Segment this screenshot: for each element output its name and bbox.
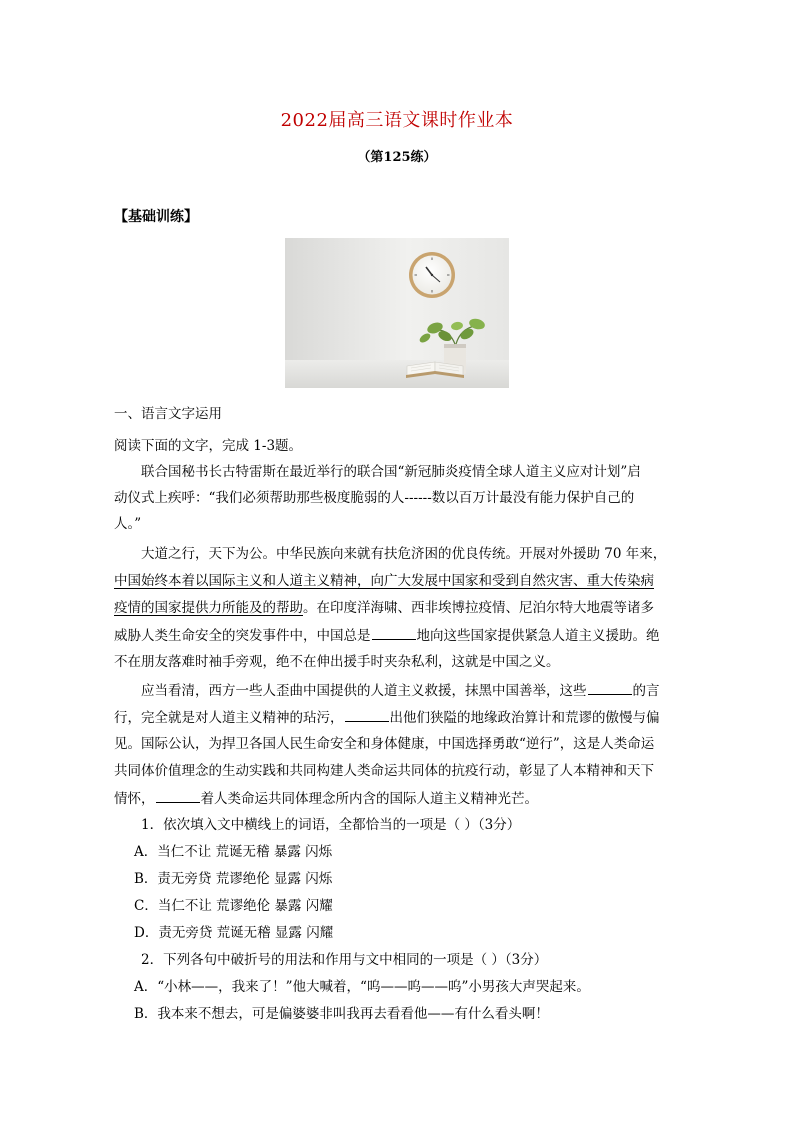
question-2-option-b: B．我本来不想去，可是偏婆婆非叫我再去看看他——有什么看头啊！	[134, 1006, 549, 1022]
document-subtitle: （第125练）	[357, 150, 437, 165]
fill-blank	[372, 625, 416, 640]
fill-blank	[156, 788, 200, 803]
clock-icon	[409, 252, 455, 298]
paragraph-3-line: 见。国际公认，为捍卫各国人民生命安全和身体健康，中国选择勇敢“逆行”，这是人类命运	[114, 736, 655, 752]
paragraph-2-line: 中国始终本着以国际主义和人道主义精神，向广大发展中国家和受到自然灾害、重大传染病	[114, 573, 654, 589]
paragraph-1-line: 动仪式上疾呼：“我们必须帮助那些极度脆弱的人------数以百万计最没有能力保护自己的	[114, 490, 635, 506]
paragraph-3-line: 应当看清，西方一些人歪曲中国提供的人道主义救援，抹黑中国善举，这些 的言	[141, 680, 660, 700]
question-2: 2．下列各句中破折号的用法和作用与文中相同的一项是（ ）（3分）	[141, 952, 548, 968]
paragraph-3-line: 共同体价值理念的生动实践和共同构建人类命运共同体的抗疫行动，彰显了人本精神和天下	[114, 763, 654, 779]
question-2-option-a: A．“小林——，我来了！”他大喊着，“呜——呜——呜”小男孩大声哭起来。	[134, 979, 590, 995]
paragraph-1-line: 人。”	[114, 516, 142, 532]
paragraph-1-line: 联合国秘书长古特雷斯在最近举行的联合国“新冠肺炎疫情全球人道主义应对计划”启	[141, 464, 641, 480]
paragraph-2-line: 威胁人类生命安全的突发事件中，中国总是 地向这些国家提供紧急人道主义援助。绝	[114, 625, 660, 645]
question-1-option-c: C．当仁不让 荒谬绝伦 暴露 闪耀	[134, 898, 333, 914]
question-1-option-d: D．责无旁贷 荒诞无稽 显露 闪耀	[134, 925, 334, 941]
question-1: 1．依次填入文中横线上的词语，全都恰当的一项是（ ）（3分）	[141, 817, 521, 833]
part-title: 一、语言文字运用	[114, 406, 222, 422]
document-title: 2022届高三语文课时作业本	[280, 110, 514, 131]
paragraph-3-line: 情怀， 着人类命运共同体理念所内含的国际人道主义精神光芒。	[114, 788, 538, 808]
paragraph-3-line: 行，完全就是对人道主义精神的玷污， 出他们狭隘的地缘政治算计和荒谬的傲慢与偏	[114, 707, 660, 727]
section-tag: 【基础训练】	[114, 209, 198, 225]
fill-blank	[345, 707, 389, 722]
underlined-phrase: 疫情的国家提供力所能及的帮助	[114, 600, 303, 616]
paragraph-2-line: 大道之行，天下为公。中华民族向来就有扶危济困的优良传统。开展对外援助 70 年来，	[141, 546, 667, 562]
question-1-option-a: A．当仁不让 荒诞无稽 暴露 闪烁	[134, 844, 333, 860]
paragraph-2-line: 疫情的国家提供力所能及的帮助。在印度洋海啸、西非埃博拉疫情、尼泊尔特大地震等诸多	[114, 600, 654, 616]
fill-blank	[588, 680, 632, 695]
question-1-option-b: B．责无旁贷 荒谬绝伦 显露 闪烁	[134, 871, 333, 887]
decorative-photo	[285, 238, 509, 388]
instruction: 阅读下面的文字，完成 1-3题。	[114, 438, 303, 454]
paragraph-2-line: 不在朋友落难时袖手旁观，绝不在伸出援手时夹杂私利，这就是中国之义。	[114, 654, 560, 670]
